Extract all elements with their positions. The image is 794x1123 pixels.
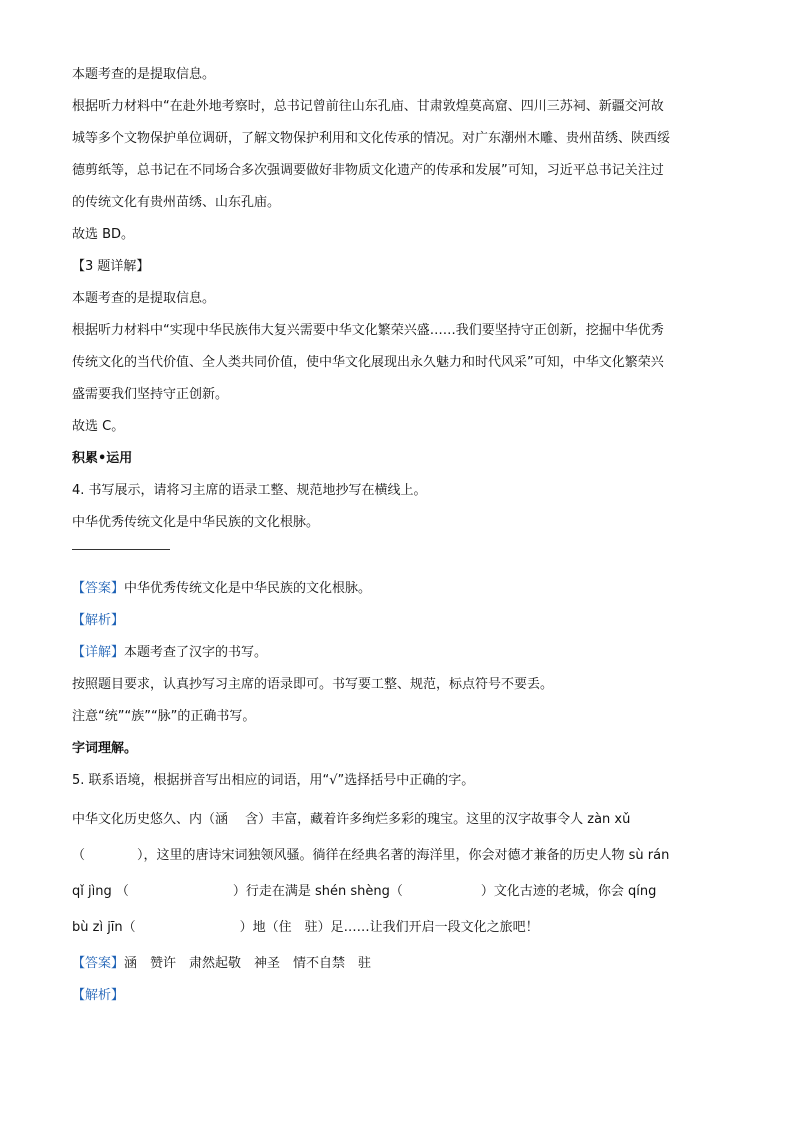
text-line: 故选 BD。 bbox=[72, 227, 135, 242]
question-5: 5. 联系语境，根据拼音写出相应的词语，用“√”选择括号中正确的字。 bbox=[72, 773, 475, 788]
question-5-passage: qǐ jìng （ ）行走在满是 shén shèng（ ）文化古迹的老城，你会 qíng bbox=[72, 884, 657, 899]
detail-text: 本题考查了汉字的书写。 bbox=[124, 645, 268, 660]
answer-label: 【答案】 bbox=[72, 956, 125, 971]
text-line: 注意“统”“族”“脉”的正确书写。 bbox=[72, 709, 256, 724]
analysis-label: 【解析】 bbox=[72, 988, 125, 1003]
text-line: 的传统文化有贵州苗绣、山东孔庙。 bbox=[72, 195, 281, 210]
section-heading: 【3 题详解】 bbox=[72, 259, 150, 274]
question-5-passage: 中华文化历史悠久、内（涵 含）丰富，藏着许多绚烂多彩的瑰宝。这里的汉字故事令人 zàn xǔ bbox=[72, 812, 631, 827]
text-line: 按照题目要求，认真抄写习主席的语录即可。书写要工整、规范，标点符号不要丢。 bbox=[72, 677, 554, 692]
question-4: 4. 书写展示，请将习主席的语录工整、规范地抄写在横线上。 bbox=[72, 483, 427, 498]
answer-line bbox=[72, 956, 371, 972]
writing-blank-line bbox=[72, 549, 170, 550]
text-line: 本题考查的是提取信息。 bbox=[72, 67, 216, 82]
section-title: 积累•运用 bbox=[72, 451, 133, 466]
detail-label: 【详解】 bbox=[72, 645, 125, 660]
text-line: 根据听力材料中“在赴外地考察时，总书记曾前往山东孔庙、甘肃敦煌莫高窟、四川三苏祠、新疆交河故 bbox=[72, 99, 664, 114]
text-line: 传统文化的当代价值、全人类共同价值，使中华文化展现出永久魅力和时代风采”可知，中华文化繁荣兴 bbox=[72, 355, 664, 370]
analysis-line bbox=[72, 988, 124, 1004]
detail-line bbox=[72, 645, 267, 661]
text-line: 盛需要我们坚持守正创新。 bbox=[72, 387, 229, 402]
quote-line: 中华优秀传统文化是中华民族的文化根脉。 bbox=[72, 515, 320, 530]
analysis-label: 【解析】 bbox=[72, 613, 125, 628]
answer-label: 【答案】 bbox=[72, 581, 125, 596]
text-line: 城等多个文物保护单位调研，了解文物保护利用和文化传承的情况。对广东潮州木雕、贵州苗绣、陕西绥 bbox=[72, 131, 671, 146]
question-5-passage: （ ），这里的唐诗宋词独领风骚。徜徉在经典名著的海洋里，你会对德才兼备的历史人物 sù rán bbox=[72, 848, 670, 863]
text-line: 故选 C。 bbox=[72, 419, 125, 434]
text-line: 本题考查的是提取信息。 bbox=[72, 291, 216, 306]
section-title: 字词理解。 bbox=[72, 741, 138, 756]
text-line: 德剪纸等，总书记在不同场合多次强调要做好非物质文化遗产的传承和发展”可知，习近平总书记关注过 bbox=[72, 163, 664, 178]
analysis-line bbox=[72, 613, 124, 629]
text-line: 根据听力材料中“实现中华民族伟大复兴需要中华文化繁荣兴盛……我们要坚持守正创新，挖掘中华优秀 bbox=[72, 323, 664, 338]
answer-text: 中华优秀传统文化是中华民族的文化根脉。 bbox=[124, 581, 372, 596]
answer-line bbox=[72, 581, 371, 597]
answer-text: 涵 赞许 肃然起敬 神圣 情不自禁 驻 bbox=[124, 956, 372, 971]
question-5-passage: bù zì jīn（ ）地（住 驻）足……让我们开启一段文化之旅吧！ bbox=[72, 920, 539, 935]
